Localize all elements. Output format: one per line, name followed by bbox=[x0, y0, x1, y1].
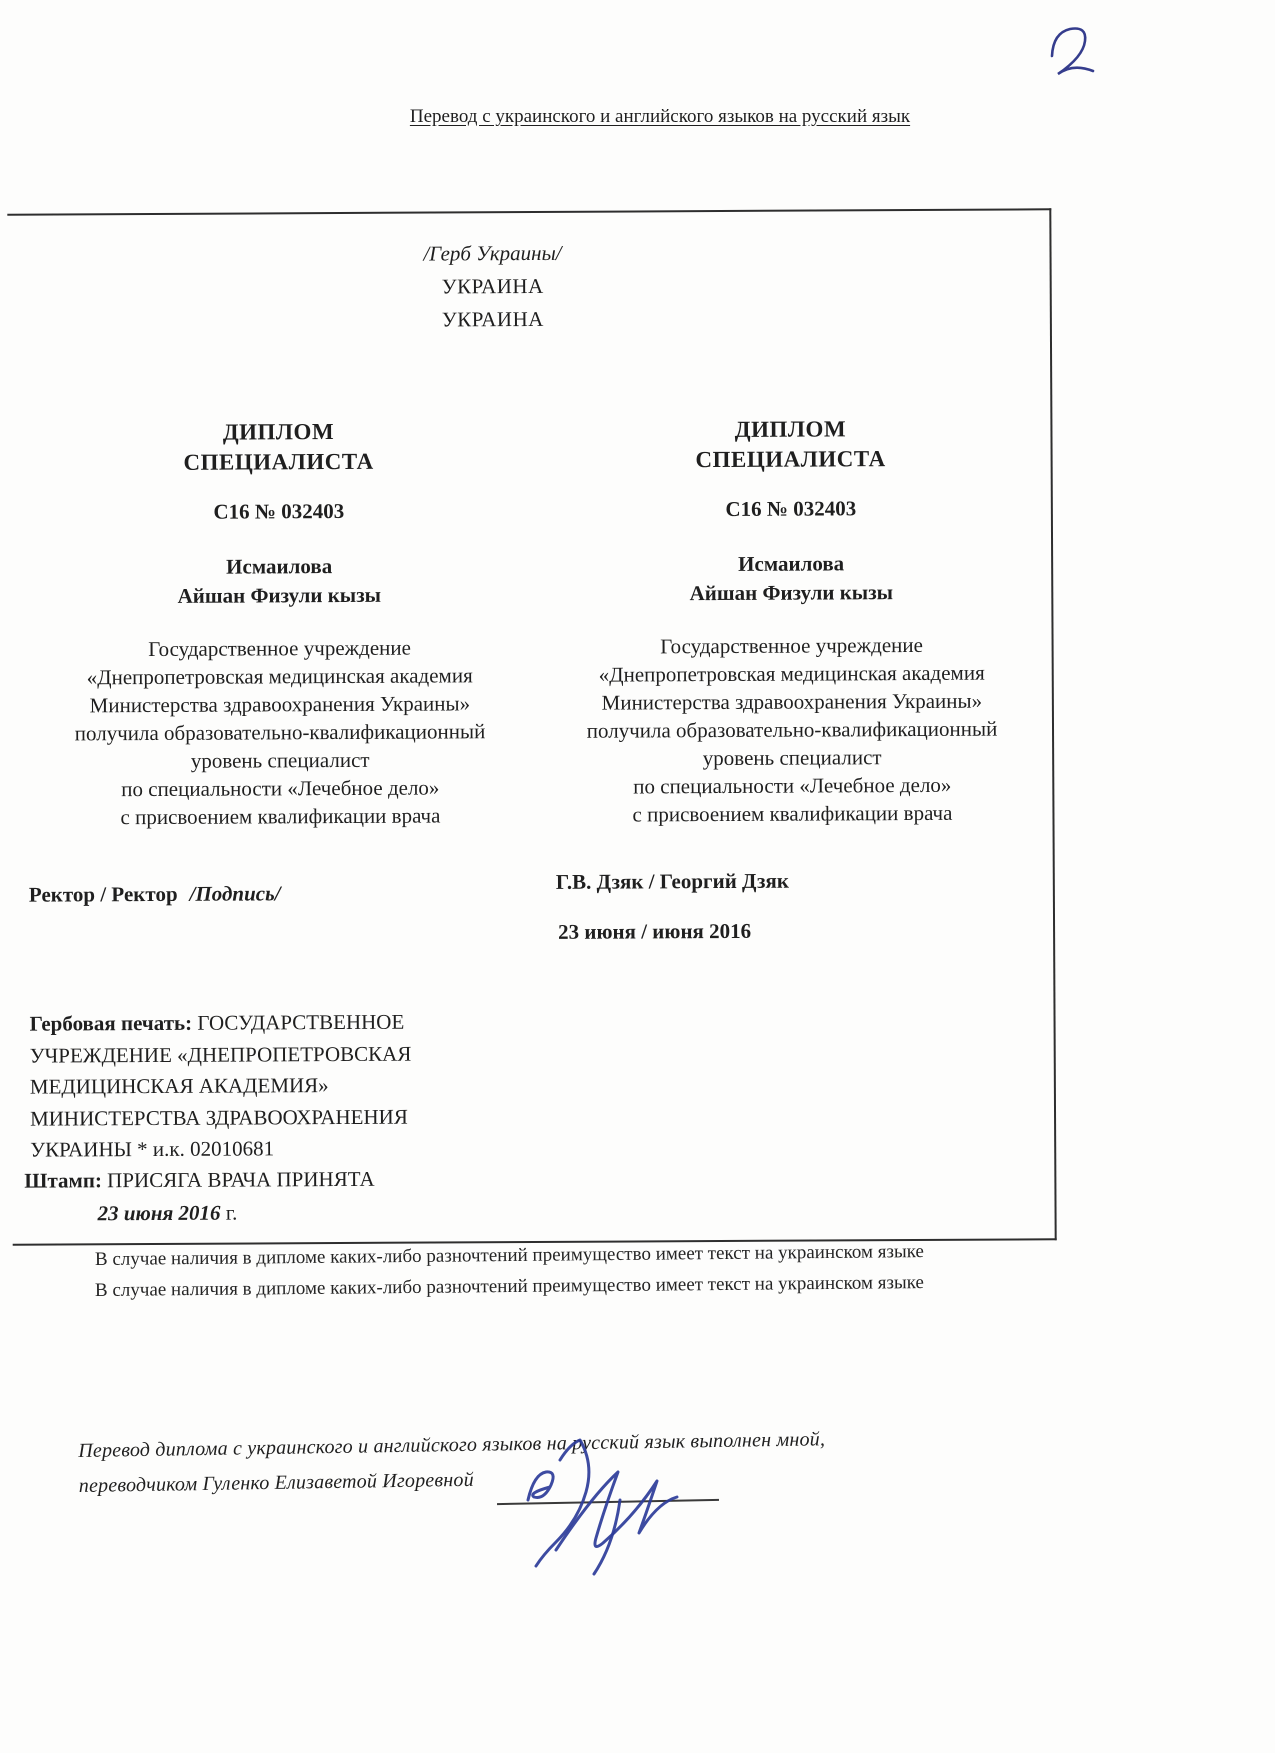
body-line: Государственное учреждение bbox=[660, 632, 923, 659]
stamp-label: Штамп: bbox=[24, 1168, 102, 1193]
handwritten-page-number-icon bbox=[1030, 8, 1120, 88]
translator-note-line2: переводчиком Гуленко Елизаветой Игоревной bbox=[78, 1468, 474, 1497]
country-line-2: УКРАИНА bbox=[441, 306, 544, 332]
body-line: получила образовательно-квалификационный bbox=[586, 716, 998, 743]
body-line: Государственное учреждение bbox=[148, 635, 411, 662]
diploma-title-left bbox=[38, 416, 518, 479]
graduate-surname: Исмаилова bbox=[226, 554, 333, 579]
diploma-column-right bbox=[550, 413, 1032, 829]
body-line: Министерства здравоохранения Украины» bbox=[601, 688, 983, 715]
stamp-block bbox=[24, 1164, 375, 1229]
seal-text-line: МЕДИЦИНСКАЯ АКАДЕМИЯ» bbox=[29, 1073, 329, 1099]
graduate-surname: Исмаилова bbox=[738, 551, 845, 576]
stamp-date-suffix: г. bbox=[220, 1200, 238, 1225]
signature-stroke bbox=[528, 1472, 553, 1500]
emblem-block bbox=[7, 235, 978, 339]
diploma-title-line1: ДИПЛОМ bbox=[734, 416, 847, 442]
body-line: уровень специалист bbox=[702, 745, 882, 771]
translation-direction-text: Перевод с украинского и английского языков на русский язык bbox=[409, 106, 911, 127]
coat-of-arms-note: /Герб Украины/ bbox=[423, 240, 562, 266]
body-line: «Днепропетровская медицинская академия bbox=[86, 663, 473, 690]
diploma-title-line1: ДИПЛОМ bbox=[222, 419, 335, 445]
body-line: с присвоением квалификации врача bbox=[120, 803, 441, 830]
body-line: по специальности «Лечебное дело» bbox=[121, 775, 440, 802]
country-line-1: УКРАИНА bbox=[441, 273, 544, 299]
diploma-title-right bbox=[550, 413, 1030, 476]
diploma-date: 23 июня / июня 2016 bbox=[558, 918, 752, 944]
seal-label: Гербовая печать: bbox=[29, 1010, 193, 1036]
diploma-column-left bbox=[38, 416, 520, 832]
translation-direction-header bbox=[330, 106, 990, 128]
body-line: уровень специалист bbox=[190, 747, 370, 773]
diploma-number-right: С16 № 032403 bbox=[725, 496, 857, 521]
diploma-translation-box bbox=[7, 208, 1056, 1245]
translator-signature-icon bbox=[460, 1420, 780, 1590]
rector-name: Г.В. Дзяк / Георгий Дзяк bbox=[555, 868, 789, 894]
disclaimer-line-2: В случае наличия в дипломе каких-либо разночтений преимущество имеет текст на украинском языке bbox=[94, 1272, 924, 1301]
signature-stroke bbox=[536, 1440, 589, 1566]
graduate-name-left bbox=[39, 551, 519, 612]
stamp-date-line bbox=[24, 1197, 374, 1229]
graduate-given-names: Айшан Физули кызы bbox=[689, 580, 894, 606]
seal-text-line1: ГОСУДАРСТВЕННОЕ bbox=[197, 1009, 405, 1035]
seal-text-line: УКРАИНЫ * и.к. 02010681 bbox=[30, 1136, 275, 1162]
seal-text-line: МИНИСТЕРСТВА ЗДРАВООХРАНЕНИЯ bbox=[29, 1104, 408, 1131]
diploma-number-left: С16 № 032403 bbox=[213, 498, 345, 524]
graduate-given-names: Айшан Физули кызы bbox=[177, 582, 382, 608]
body-line: Министерства здравоохранения Украины» bbox=[89, 691, 471, 718]
diploma-title-line2: СПЕЦИАЛИСТА bbox=[695, 446, 886, 473]
body-line: получила образовательно-квалификационный bbox=[74, 719, 486, 746]
stamp-text: ПРИСЯГА ВРАЧА ПРИНЯТА bbox=[107, 1166, 375, 1193]
body-line: с присвоением квалификации врача bbox=[632, 800, 953, 827]
stamp-line1 bbox=[24, 1164, 374, 1196]
diploma-body-right bbox=[552, 630, 1033, 829]
body-line: по специальности «Лечебное дело» bbox=[633, 772, 952, 799]
signature-stroke bbox=[556, 1472, 677, 1550]
translator-note-line1: Перевод диплома с украинского и английского языков на русский язык выполнен мной, bbox=[78, 1428, 826, 1462]
diploma-title-line2: СПЕЦИАЛИСТА bbox=[183, 448, 374, 475]
body-line: «Днепропетровская медицинская академия bbox=[598, 660, 985, 687]
diploma-body-left bbox=[40, 633, 521, 832]
rector-label: Ректор / Ректор bbox=[28, 881, 178, 907]
page-number-stroke bbox=[1052, 29, 1093, 75]
disclaimer-line-1: В случае наличия в дипломе каких-либо разночтений преимущество имеет текст на украинском языке bbox=[94, 1241, 924, 1270]
stamp-date: 23 июня 2016 bbox=[97, 1200, 221, 1226]
graduate-name-right bbox=[551, 548, 1031, 609]
signature-placeholder-note: /Подпись/ bbox=[189, 881, 281, 906]
signature-stroke bbox=[594, 1500, 620, 1574]
seal-block bbox=[29, 1006, 490, 1166]
seal-text-line: УЧРЕЖДЕНИЕ «ДНЕПРОПЕТРОВСКАЯ bbox=[29, 1041, 412, 1068]
rector-signature-line bbox=[29, 881, 281, 907]
